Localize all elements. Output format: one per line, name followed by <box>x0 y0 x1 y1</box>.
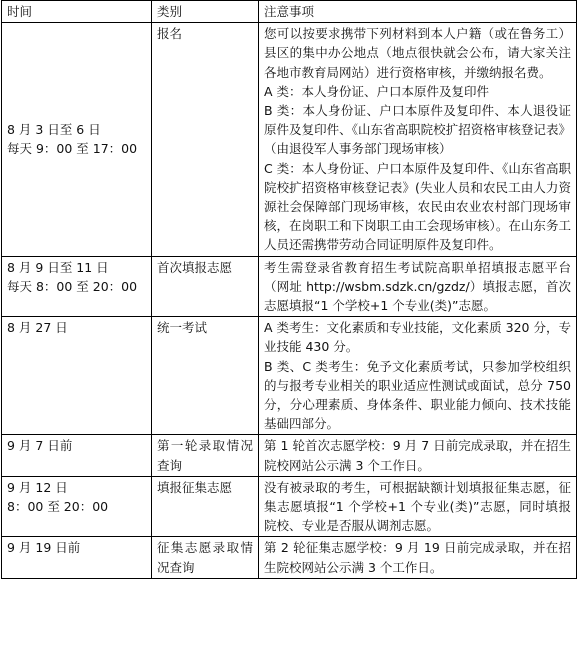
category-cell: 第一轮录取情况查询 <box>152 435 259 476</box>
note-paragraph: A 类考生：文化素质和专业技能，文化素质 320 分，专业技能 430 分。 <box>264 320 571 355</box>
time-cell <box>2 256 152 317</box>
time-date: 8 月 27 日 <box>7 320 68 336</box>
note-paragraph: 您可以按要求携带下列材料到本人户籍（或在鲁务工）县区的集中办公地点（地点很快就会公布，请大家关注各地市教育局网站）进行资格审核，并缴纳报名费。 <box>264 26 571 80</box>
time-hours: 每天 8：00 至 20：00 <box>7 278 138 294</box>
note-paragraph: 第 2 轮征集志愿学校：9 月 19 日前完成录取，并在招生院校网站公示满 3 个工作日。 <box>264 540 571 575</box>
schedule-table <box>1 0 577 579</box>
time-cell <box>2 435 152 476</box>
note-paragraph: B 类、C 类考生：免予文化素质考试，只参加学校组织的与报考专业相关的职业适应性测试或面试，总分 750 分，分心理素质、身体条件、职业能力倾向、技术技能基础四部分。 <box>264 358 571 432</box>
table-row <box>2 256 577 317</box>
notes-cell <box>259 537 577 578</box>
header-time: 时间 <box>2 1 152 23</box>
time-date: 9 月 7 日前 <box>7 438 73 454</box>
table-row <box>2 23 577 256</box>
notes-cell <box>259 256 577 317</box>
table-header-row <box>2 1 577 23</box>
time-date: 9 月 19 日前 <box>7 540 81 556</box>
header-notes: 注意事项 <box>259 1 577 23</box>
time-date: 8 月 9 日至 11 日 <box>7 259 109 275</box>
note-paragraph: 考生需登录省教育招生考试院高职单招填报志愿平台（网址 http://wsbm.sdzk.cn/gzdz/）填报志愿，首次志愿填报“1 个学校+1 个专业(类)”志愿。 <box>264 259 571 314</box>
header-category: 类别 <box>152 1 259 23</box>
note-paragraph: A 类：本人身份证、户口本原件及复印件 <box>264 83 490 99</box>
table-row <box>2 317 577 435</box>
note-paragraph: B 类：本人身份证、户口本原件及复印件、本人退役证原件及复印件、《山东省高职院校扩招资格审核登记表》（由退役军人事务部门现场审核） <box>264 103 571 157</box>
time-cell <box>2 23 152 256</box>
note-paragraph: C 类：本人身份证、户口本原件及复印件、《山东省高职院校扩招资格审核登记表》(失业人员和农民工由人力资源社会保障部门现场审核，农民由农业农村部门现场审核，在岗职工和下岗职工由工会现场审核）。在山东务工人员还需携带劳动合同证明原件及复印件。 <box>264 160 571 253</box>
category-cell: 征集志愿录取情况查询 <box>152 537 259 578</box>
table-row <box>2 435 577 476</box>
table-row <box>2 476 577 537</box>
time-hours: 每天 9：00 至 17：00 <box>7 141 138 157</box>
time-hours: 8：00 至 20：00 <box>7 499 109 515</box>
time-cell <box>2 317 152 435</box>
time-date: 8 月 3 日至 6 日 <box>7 122 101 138</box>
time-cell <box>2 476 152 537</box>
time-cell <box>2 537 152 578</box>
category-cell: 填报征集志愿 <box>152 476 259 537</box>
notes-cell <box>259 435 577 476</box>
category-cell: 首次填报志愿 <box>152 256 259 317</box>
category-cell: 报名 <box>152 23 259 256</box>
notes-cell <box>259 476 577 537</box>
category-cell: 统一考试 <box>152 317 259 435</box>
notes-cell <box>259 23 577 256</box>
note-paragraph: 没有被录取的考生，可根据缺额计划填报征集志愿，征集志愿填报“1 个学校+1 个专业(类)”志愿，同时填报院校、专业是否服从调剂志愿。 <box>264 479 571 534</box>
note-paragraph: 第 1 轮首次志愿学校：9 月 7 日前完成录取，并在招生院校网站公示满 3 个工作日。 <box>264 438 571 473</box>
time-date: 9 月 12 日 <box>7 479 68 495</box>
table-row <box>2 537 577 578</box>
notes-cell <box>259 317 577 435</box>
